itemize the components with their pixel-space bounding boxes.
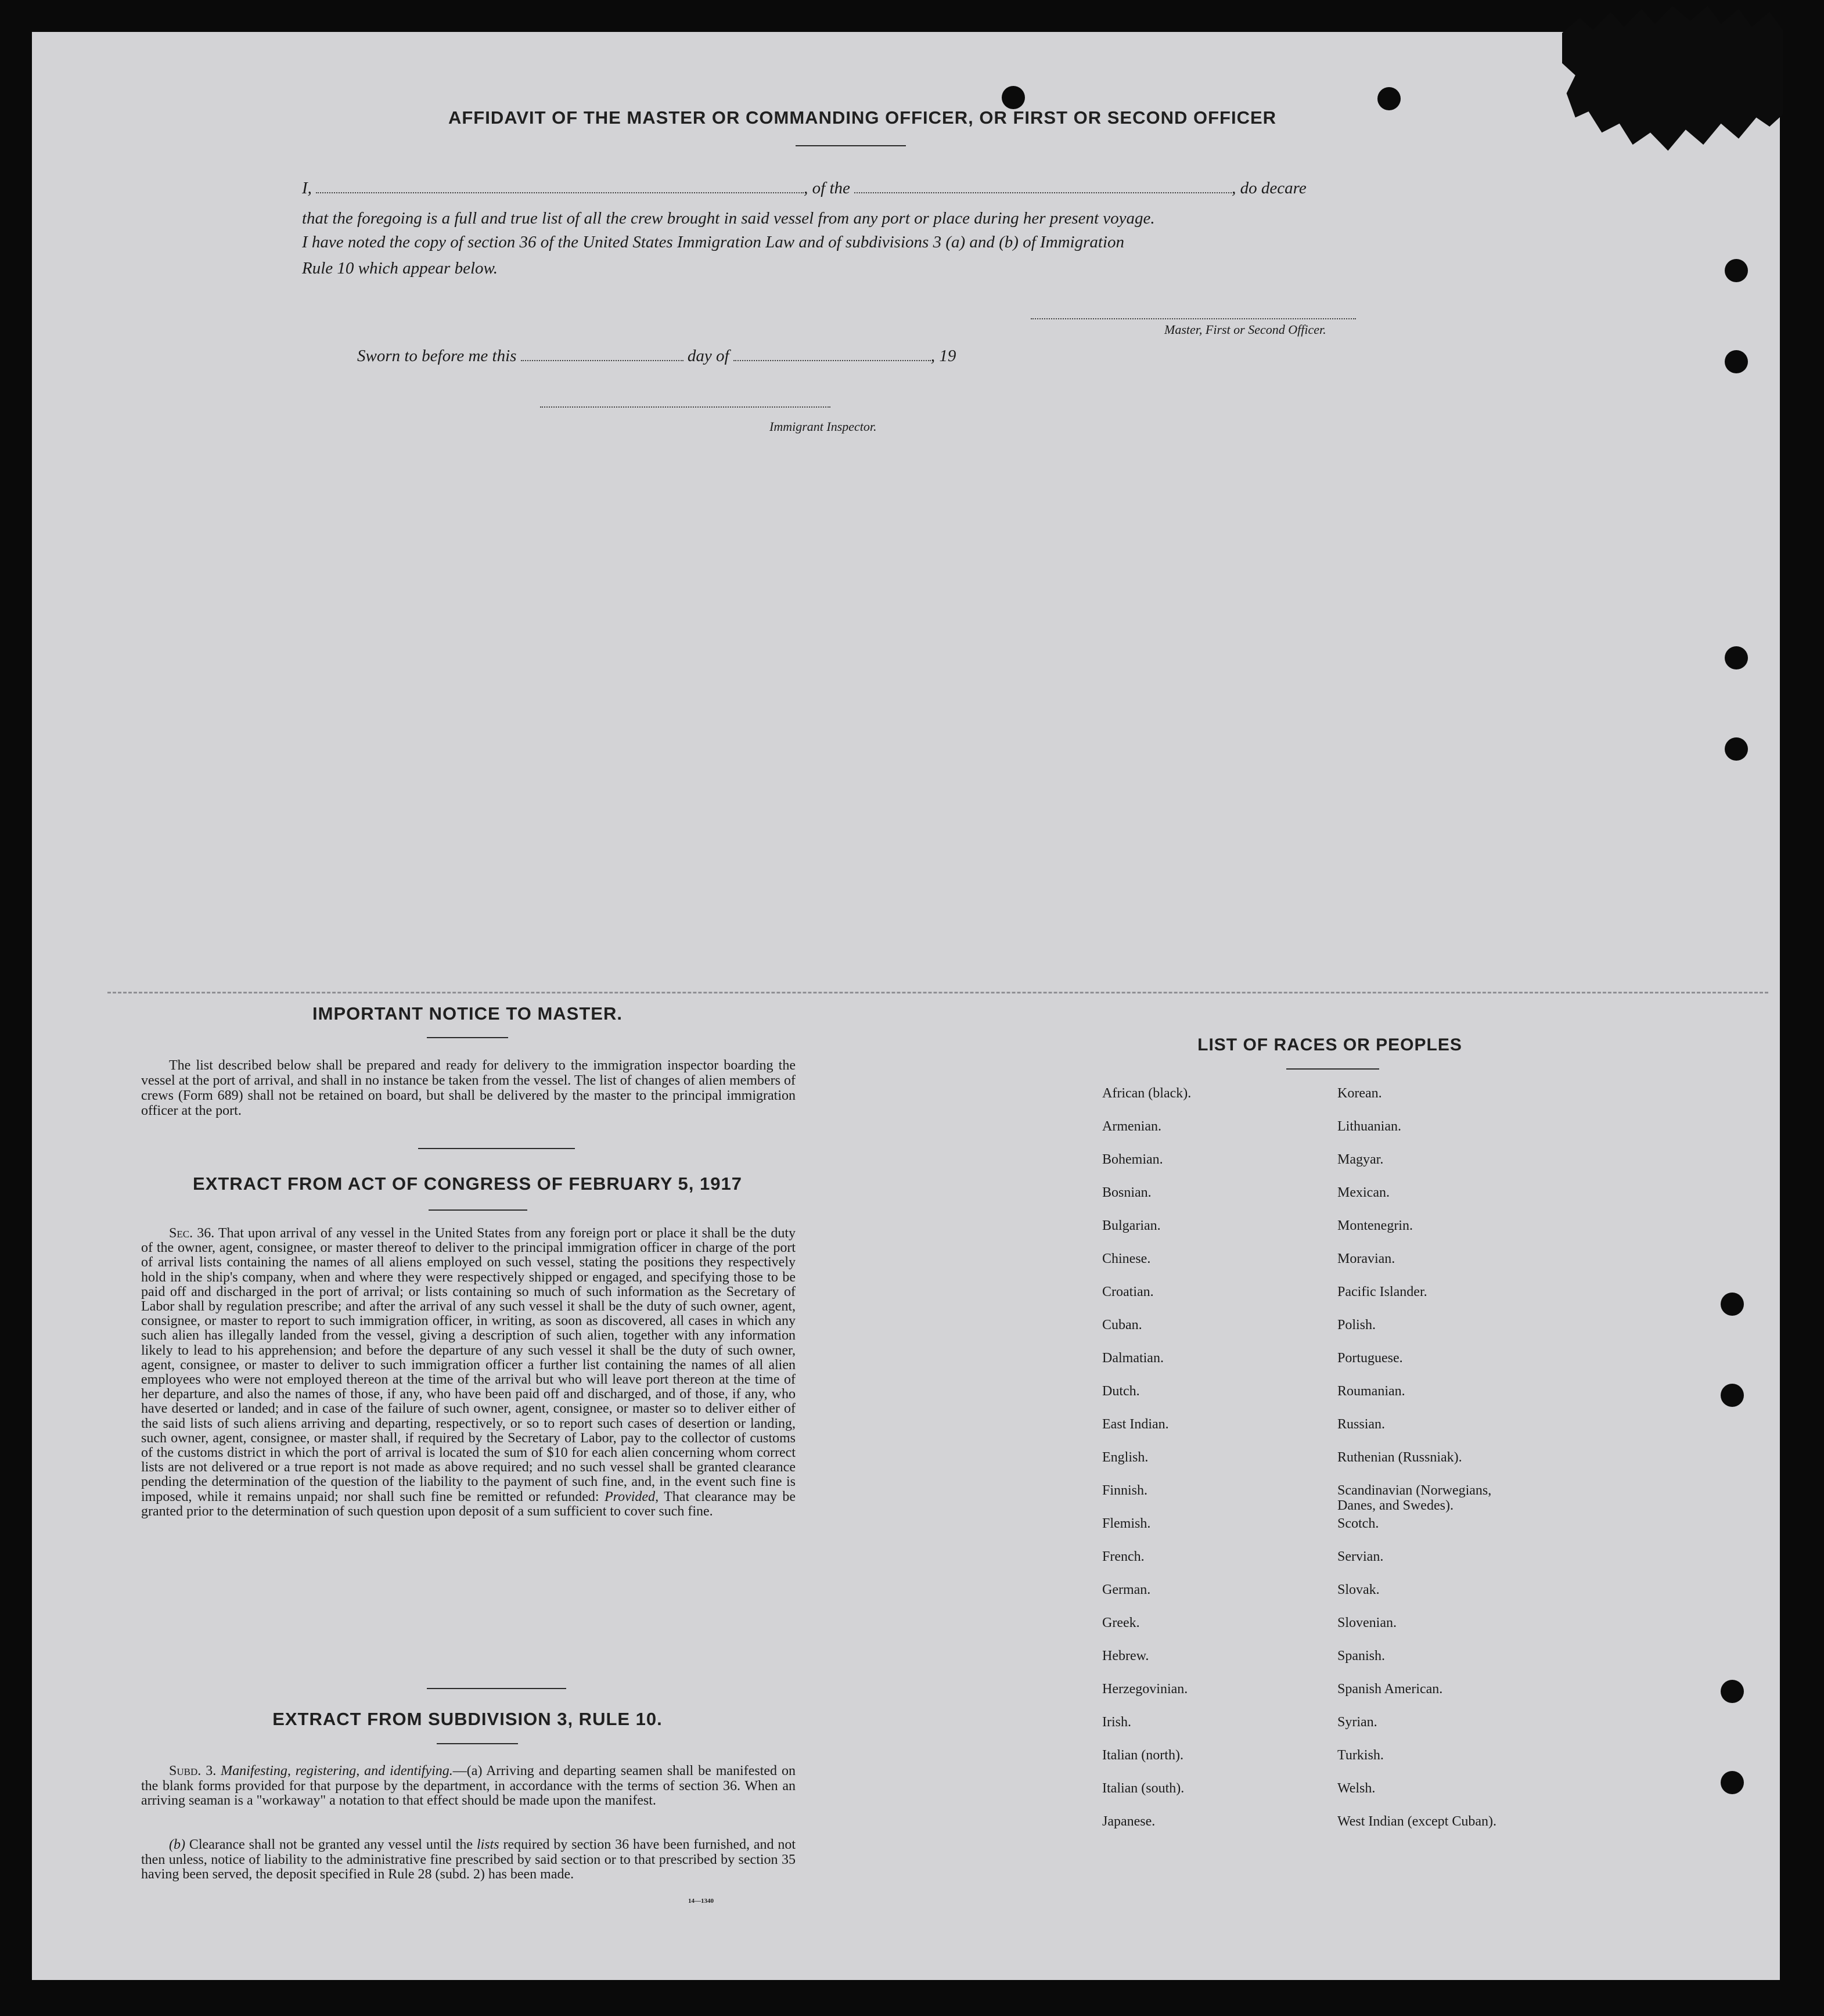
race-item: Flemish. bbox=[1102, 1516, 1151, 1531]
punch-hole bbox=[1725, 350, 1748, 373]
name-field[interactable] bbox=[316, 192, 804, 193]
race-item: Welsh. bbox=[1337, 1781, 1376, 1796]
punch-hole bbox=[1725, 737, 1748, 761]
race-item: Greek. bbox=[1102, 1615, 1140, 1630]
section-text-2: That clearance may be granted prior to the determination of such question upon deposit of a sum sufficient to cover such fine. bbox=[141, 1489, 796, 1519]
subd-b-text-1: Clearance shall not be granted any vessel until the bbox=[189, 1837, 473, 1852]
inspector-signature-line[interactable] bbox=[540, 406, 830, 408]
race-item: Lithuanian. bbox=[1337, 1119, 1401, 1134]
subd-heading: Manifesting, registering, and identifying. bbox=[221, 1763, 453, 1779]
race-item: Herzegovinian. bbox=[1102, 1682, 1188, 1697]
master-caption: Master, First or Second Officer. bbox=[1164, 322, 1326, 337]
punch-hole bbox=[1721, 1384, 1744, 1407]
notice-title: IMPORTANT NOTICE TO MASTER. bbox=[312, 1003, 623, 1024]
race-item: Bulgarian. bbox=[1102, 1218, 1161, 1233]
race-item: Italian (south). bbox=[1102, 1781, 1185, 1796]
race-item: Slovenian. bbox=[1337, 1615, 1397, 1630]
act-extract-text bbox=[141, 1226, 796, 1519]
race-item: Ruthenian (Russniak). bbox=[1337, 1450, 1462, 1465]
rule-extract-title-rule bbox=[437, 1743, 518, 1744]
race-item: Russian. bbox=[1337, 1417, 1386, 1432]
race-item: Japanese. bbox=[1102, 1814, 1156, 1829]
fold-crease bbox=[107, 992, 1768, 993]
race-item: Scandinavian (Norwegians, Danes, and Swedes). bbox=[1337, 1483, 1492, 1513]
race-item: Magyar. bbox=[1337, 1152, 1384, 1167]
notice-title-rule bbox=[427, 1037, 508, 1038]
race-item: Irish. bbox=[1102, 1715, 1131, 1730]
race-item: Dutch. bbox=[1102, 1384, 1140, 1399]
race-item: Turkish. bbox=[1337, 1748, 1384, 1763]
notice-divider bbox=[418, 1148, 575, 1149]
race-item: West Indian (except Cuban). bbox=[1337, 1814, 1496, 1829]
subd-b-text-2: required by section 36 have been furnished, and not then unless, notice of liability to the administrative fine prescribed by said section or to that prescribed by section 35 having been served, the deposit specified in Rule 28 (subd. 2) has been made. bbox=[141, 1837, 796, 1882]
race-item: Korean. bbox=[1337, 1086, 1382, 1101]
affidavit-title-rule bbox=[796, 145, 906, 146]
punch-hole bbox=[1721, 1771, 1744, 1794]
race-item: Chinese. bbox=[1102, 1251, 1151, 1266]
race-item: Dalmatian. bbox=[1102, 1351, 1164, 1366]
rule-extract-title: EXTRACT FROM SUBDIVISION 3, RULE 10. bbox=[272, 1709, 663, 1729]
race-item: Polish. bbox=[1337, 1317, 1376, 1333]
punch-hole bbox=[1721, 1680, 1744, 1703]
race-item: Slovak. bbox=[1337, 1582, 1380, 1597]
act-extract-title-rule bbox=[429, 1209, 527, 1211]
subd-b-lists: lists bbox=[476, 1837, 499, 1852]
affidavit-declare: , do decare bbox=[1232, 179, 1307, 197]
punch-hole bbox=[1725, 646, 1748, 669]
subd-a-label: —(a) bbox=[452, 1763, 483, 1779]
affidavit-body-1: that the foregoing is a full and true list of all the crew brought in said vessel from any port or place during her present voyage. bbox=[302, 209, 1155, 228]
punch-hole bbox=[1721, 1293, 1744, 1316]
affidavit-title: AFFIDAVIT OF THE MASTER OR COMMANDING OFFICER, OR FIRST OR SECOND OFFICER bbox=[448, 107, 1277, 128]
race-item: German. bbox=[1102, 1582, 1151, 1597]
subd-b-label: (b) bbox=[169, 1837, 185, 1852]
section-text-1: That upon arrival of any vessel in the United States from any foreign port or place it shall be the duty of the owner, agent, consignee, or master thereof to deliver to the principal immigration officer in charge of the port of arrival lists containing the names of all aliens employed on such vessel, stating the positions they respectively hold in the ship's company, when and where they were respectively shipped or engaged, and specifying those to be paid off and discharged in the port of arrival; or lists containing so much of such information as the Secretary of Labor shall by regulation prescribe; and after the arrival of any such vessel it shall be the duty of such owner, agent, consignee, or master to report to such immigration officer, in writing, as soon as discovered, all cases in which any such alien has illegally landed from the vessel, giving a description of such alien, together with any information likely to lead to his apprehension; and before the departure of any such vessel it shall be the duty of such owner, agent, consignee, or master to deliver to such immigration officer a further list containing the names of all alien employees who were not employed thereon at the time of the arrival but who will leave port thereon at the time of her departure, and also the names of those, if any, who have been paid off and discharged, and of those, if any, who have deserted or landed; and in case of the failure of such owner, agent, consignee, or master so to deliver either of the said lists of such aliens arriving and departing, respectively, or so to report such cases of desertion or landing, such owner, agent, consignee, or master shall, if required by the Secretary of Labor, pay to the collector of customs of the customs district in which the port of arrival is located the sum of $10 for each alien concerning whom correct lists are not delivered or a true report is not made as above required; and no such vessel shall be granted clearance pending the determination of the question of the liability to the payment of such fine, and, in the event such fine is imposed, while it remains unpaid; nor shall such fine be remitted or refunded: bbox=[141, 1226, 796, 1504]
sworn-line bbox=[357, 347, 1449, 366]
form-number: 14—1340 bbox=[688, 1898, 714, 1905]
race-item: Bosnian. bbox=[1102, 1185, 1152, 1200]
race-item: Scotch. bbox=[1337, 1516, 1379, 1531]
race-item: Montenegrin. bbox=[1337, 1218, 1413, 1233]
affidavit-body-3: Rule 10 which appear below. bbox=[302, 259, 498, 278]
punch-hole bbox=[1377, 87, 1401, 110]
races-right-column bbox=[1337, 1086, 1529, 1847]
inspector-caption: Immigrant Inspector. bbox=[769, 419, 877, 434]
year-prefix: , 19 bbox=[930, 347, 956, 365]
race-item: Hebrew. bbox=[1102, 1648, 1149, 1664]
notice-text: The list described below shall be prepared and ready for delivery to the immigration inspector boarding the vessel at the port of arrival, and shall in no instance be taken from the vessel. The list of changes of alien members of crews (Form 689) shall not be retained on board, but shall be delivered by the master to the principal immigration officer at the port. bbox=[141, 1058, 796, 1118]
subd-label: Subd. 3. bbox=[169, 1763, 217, 1779]
sworn-label: Sworn to before me this bbox=[357, 347, 517, 365]
act-extract-divider bbox=[427, 1688, 566, 1689]
subd-a-text: Arriving and departing seamen shall be manifested on the blank forms provided for that purpose by the department, in accordance with the terms of section 36. When an arriving seaman is a "workaway" a notation to that effect should be made upon the manifest. bbox=[141, 1763, 796, 1808]
race-item: Bohemian. bbox=[1102, 1152, 1163, 1167]
race-item: Portuguese. bbox=[1337, 1351, 1403, 1366]
sworn-month-field[interactable] bbox=[733, 359, 931, 361]
day-of-label: day of bbox=[687, 347, 729, 365]
race-item: Spanish. bbox=[1337, 1648, 1386, 1664]
affidavit-i: I, bbox=[302, 179, 312, 197]
race-item: Spanish American. bbox=[1337, 1682, 1443, 1697]
vessel-field[interactable] bbox=[854, 192, 1232, 193]
race-item: East Indian. bbox=[1102, 1417, 1169, 1432]
races-title: LIST OF RACES OR PEOPLES bbox=[1197, 1035, 1462, 1054]
section-label: Sec. 36. bbox=[169, 1226, 215, 1241]
provided-word: Provided, bbox=[605, 1489, 659, 1504]
race-item: Armenian. bbox=[1102, 1119, 1161, 1134]
race-item: Croatian. bbox=[1102, 1284, 1154, 1299]
act-extract-title: EXTRACT FROM ACT OF CONGRESS OF FEBRUARY 5, 1917 bbox=[193, 1173, 742, 1194]
race-item: Roumanian. bbox=[1337, 1384, 1405, 1399]
race-item: Cuban. bbox=[1102, 1317, 1142, 1333]
race-item: Pacific Islander. bbox=[1337, 1284, 1427, 1299]
race-item: Servian. bbox=[1337, 1549, 1384, 1564]
master-signature-line[interactable] bbox=[1031, 318, 1356, 319]
rule-extract-a bbox=[141, 1764, 796, 1809]
race-item: Moravian. bbox=[1337, 1251, 1395, 1266]
race-item: Syrian. bbox=[1337, 1715, 1377, 1730]
punch-hole bbox=[1002, 86, 1025, 109]
rule-extract-b bbox=[141, 1838, 796, 1882]
race-item: Finnish. bbox=[1102, 1483, 1148, 1498]
affidavit-body-2: I have noted the copy of section 36 of the United States Immigration Law and of subdivisions 3 (a) and (b) of Immigration bbox=[302, 233, 1125, 251]
race-item: French. bbox=[1102, 1549, 1145, 1564]
sworn-day-field[interactable] bbox=[521, 359, 683, 361]
affidavit-declaration-line bbox=[302, 179, 1394, 198]
race-item: African (black). bbox=[1102, 1086, 1192, 1101]
punch-hole bbox=[1725, 259, 1748, 282]
affidavit-of-the: , of the bbox=[804, 179, 850, 197]
race-item: English. bbox=[1102, 1450, 1149, 1465]
race-item: Mexican. bbox=[1337, 1185, 1390, 1200]
races-title-rule bbox=[1286, 1068, 1379, 1070]
race-item: Italian (north). bbox=[1102, 1748, 1183, 1763]
races-left-column bbox=[1102, 1086, 1191, 1847]
